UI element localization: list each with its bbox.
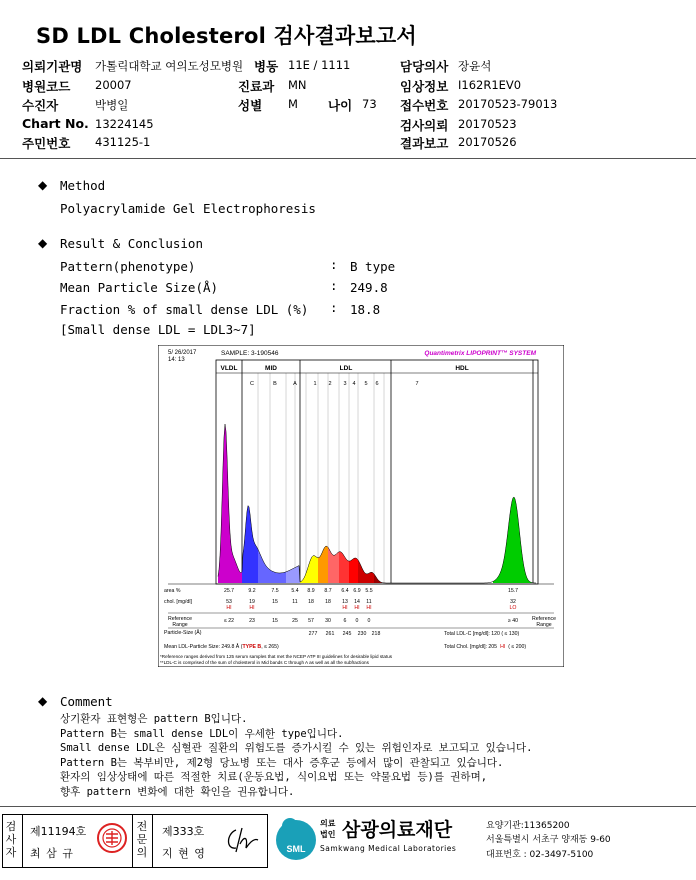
doctor-label: 담당의사	[400, 59, 449, 74]
id-value: 431125-1	[95, 135, 151, 149]
chol-value: 18	[325, 599, 331, 605]
age-value: 73	[362, 97, 377, 111]
area-value: 15.7	[507, 588, 519, 594]
patient-label: 수진자	[22, 98, 59, 113]
particle-size-value: 261	[325, 631, 335, 637]
sex-value: M	[288, 97, 298, 111]
org-english-name: Samkwang Medical Laboratories	[320, 844, 457, 853]
inspector-name: 최 삼 규	[30, 847, 74, 860]
signature-divider	[132, 814, 133, 868]
signature-icon	[222, 822, 262, 856]
area-value: 9.2	[248, 588, 256, 594]
chart-time: 14: 13	[168, 357, 185, 363]
result-colon: :	[330, 300, 338, 315]
institution-value: 가톨릭대학교 여의도성모병원	[95, 59, 244, 73]
chol-value: 14	[354, 599, 360, 605]
dept-label: 진료과	[238, 79, 275, 94]
area-value: 6.9	[353, 588, 361, 594]
reference-value: 57	[308, 618, 314, 624]
age-label: 나이	[328, 98, 353, 113]
reference-value: ≥ 40	[507, 618, 519, 624]
region-label: MID	[265, 365, 277, 372]
result-bullet-icon: ◆	[38, 236, 48, 250]
receipt-value: 20170523-79013	[458, 97, 558, 111]
dept-value: MN	[288, 78, 307, 92]
chol-value: 53	[226, 599, 232, 605]
sex-label: 성별	[238, 98, 263, 113]
ward-label: 병동	[254, 59, 279, 74]
report-date-value: 20170526	[458, 135, 517, 149]
flag-value: HI	[226, 605, 232, 611]
chart-border	[158, 345, 564, 667]
result-label-fraction: Fraction % of small dense LDL (%)	[60, 302, 309, 317]
clinical-label: 임상정보	[400, 79, 449, 94]
particle-size-label: Particle-Size (Å)	[164, 630, 202, 636]
chart-brand: Quantimetrix LIPOPRINT™ SYSTEM	[424, 350, 536, 357]
band-label: C	[250, 381, 254, 387]
ward-value: 11E / 1111	[288, 58, 351, 72]
area-value: 5.4	[291, 588, 299, 594]
patient-value: 박병일	[95, 98, 129, 112]
hospital-code-label: 병원코드	[22, 79, 71, 94]
comment-heading: Comment	[60, 694, 113, 709]
result-label-pattern: Pattern(phenotype)	[60, 259, 196, 274]
area-value: 5.5	[365, 588, 373, 594]
reference-value: 15	[272, 618, 278, 624]
signature-divider	[152, 814, 153, 868]
chol-value: 11	[366, 599, 372, 605]
footer-divider	[0, 806, 696, 807]
table-label-ref: Reference	[168, 616, 192, 622]
area-value: 8.7	[324, 588, 332, 594]
sml-logo-text: SML	[286, 844, 306, 854]
specialist-license: 제333호	[162, 825, 205, 838]
reference-value: 0	[355, 618, 359, 624]
institution-label: 의뢰기관명	[22, 59, 83, 74]
method-value: Polyacrylamide Gel Electrophoresis	[60, 201, 316, 216]
result-value-fraction: 18.8	[350, 302, 381, 317]
total-chol: Total Chol. [mg/dl]: 205 HI ( ≤ 200)	[444, 644, 527, 650]
request-label: 검사의뢰	[400, 118, 449, 133]
mean-ldl-size: Mean LDL-Particle Size: 249.8 Å (TYPE B, ≤ 265)	[164, 644, 279, 650]
inspector-vlabel: 검사자	[5, 820, 17, 859]
report-date-label: 결과보고	[400, 136, 449, 151]
method-heading: Method	[60, 178, 106, 193]
region-label: HDL	[455, 365, 469, 372]
comment-line: 상기환자 표현형은 pattern B입니다.	[60, 713, 248, 725]
flag-value: HI	[366, 605, 372, 611]
particle-size-value: 277	[308, 631, 318, 637]
comment-line: Small dense LDL은 심혈관 질환의 위험도를 증가시킬 수 있는 위험인자로 보고되고 있습니다.	[60, 742, 533, 754]
band-label: 4	[352, 381, 356, 387]
footnote-2: **LDL-C is comprised of the sum of cholesterol in Mid bands C through A as well as all the subfractions	[160, 660, 369, 665]
reference-value: 25	[292, 618, 298, 624]
area-value: 8.9	[307, 588, 315, 594]
header-divider	[0, 158, 696, 159]
result-colon: :	[330, 278, 338, 293]
comment-line: Pattern B는 복부비만, 제2형 당뇨병 또는 대사 증후군 등에서 많이 관찰되고 있습니다.	[60, 756, 504, 769]
flag-value: HI	[342, 605, 348, 611]
chol-value: 19	[249, 599, 255, 605]
table-label-chol: chol. [mg/dl]	[164, 599, 192, 605]
specialist-name: 지 현 영	[162, 847, 206, 860]
band-fill-5	[349, 558, 358, 583]
area-value: 7.5	[271, 588, 279, 594]
band-label: 1	[313, 381, 317, 387]
reference-value: ≤ 22	[223, 618, 235, 624]
table-label-area: area %	[164, 588, 181, 594]
reference-right-label: Reference	[532, 616, 556, 622]
particle-size-value: 230	[357, 631, 367, 637]
area-value: 6.4	[341, 588, 349, 594]
reference-value: 23	[249, 618, 255, 624]
chol-value: 13	[342, 599, 348, 605]
reference-value: 30	[325, 618, 331, 624]
result-value-pattern: B type	[350, 259, 396, 274]
band-label: 6	[375, 381, 379, 387]
particle-size-value: 245	[342, 631, 352, 637]
band-label: 5	[364, 381, 368, 387]
footnote-1: *Reference ranges derived from 125 serum samples that met the NCEP ATP III guidelines for desirable lipid status	[160, 654, 393, 659]
hospital-code-value: 20007	[95, 78, 132, 92]
table-label-ref: Range	[172, 622, 188, 628]
sml-logo-icon	[272, 814, 320, 864]
region-label: VLDL	[220, 365, 238, 372]
chart-date: 5/ 26/2017	[168, 350, 197, 356]
org-prefix-2: 법인	[320, 830, 336, 839]
chart-no-value: 13224145	[95, 117, 154, 131]
result-heading: Result & Conclusion	[60, 236, 203, 251]
reference-right-label: Range	[536, 622, 552, 628]
org-address: 서울특별시 서초구 양재동 9-60	[486, 835, 611, 845]
reference-value: 0	[367, 618, 371, 624]
comment-line: Pattern B는 small dense LDL이 우세한 type입니다.	[60, 727, 344, 740]
band-label: 2	[328, 381, 332, 387]
specialist-vlabel: 전문의	[136, 820, 148, 859]
result-colon: :	[330, 257, 338, 272]
chart-sample: SAMPLE: 3-190546	[221, 350, 279, 357]
chol-value: 32	[510, 599, 516, 605]
chol-value: 11	[292, 599, 298, 605]
band-label: 3	[343, 381, 347, 387]
id-label: 주민번호	[22, 136, 71, 151]
lipoprint-chart	[158, 345, 564, 667]
inspector-license: 제11194호	[30, 825, 87, 838]
clinical-value: I162R1EV0	[458, 78, 522, 92]
particle-size-value: 218	[371, 631, 381, 637]
page-title: SD LDL Cholesterol 검사결과보고서	[36, 24, 417, 48]
org-code: 요양기관:11365200	[486, 821, 570, 831]
comment-line: 환자의 임상상태에 따른 적절한 치료(운동요법, 식이요법 또는 약물요법 등)를 권하며,	[60, 771, 488, 783]
chol-value: 18	[308, 599, 314, 605]
result-label-size: Mean Particle Size(Å)	[60, 280, 219, 295]
receipt-label: 접수번호	[400, 98, 449, 113]
org-name: 삼광의료재단	[342, 819, 453, 841]
area-value: 25.7	[223, 588, 235, 594]
comment-body	[60, 712, 532, 799]
chart-no-label: Chart No.	[22, 116, 89, 131]
chol-value: 15	[272, 599, 278, 605]
flag-value: HI	[249, 605, 255, 611]
org-prefix-1: 의료	[320, 819, 336, 828]
band-label: A	[293, 381, 297, 387]
doctor-value: 장윤석	[458, 59, 492, 73]
total-ldl: Total LDL-C [mg/dl]: 120 ( ≤ 130)	[444, 631, 520, 637]
comment-line: 향후 pattern 변화에 대한 확인을 권유합니다.	[60, 785, 295, 798]
request-value: 20170523	[458, 117, 517, 131]
method-bullet-icon: ◆	[38, 178, 48, 192]
signature-divider	[22, 814, 23, 868]
comment-bullet-icon: ◆	[38, 694, 48, 708]
band-label: B	[273, 381, 277, 387]
result-value-size: 249.8	[350, 280, 388, 295]
reference-value: 6	[343, 618, 347, 624]
region-label: LDL	[339, 365, 353, 372]
flag-value: HI	[354, 605, 360, 611]
org-tel: 대표번호 : 02-3497-5100	[486, 850, 594, 860]
seal-stamp-icon	[96, 822, 128, 854]
result-note: [Small dense LDL = LDL3~7]	[60, 322, 256, 337]
band-label: 7	[415, 381, 419, 387]
flag-value: LO	[509, 605, 517, 611]
